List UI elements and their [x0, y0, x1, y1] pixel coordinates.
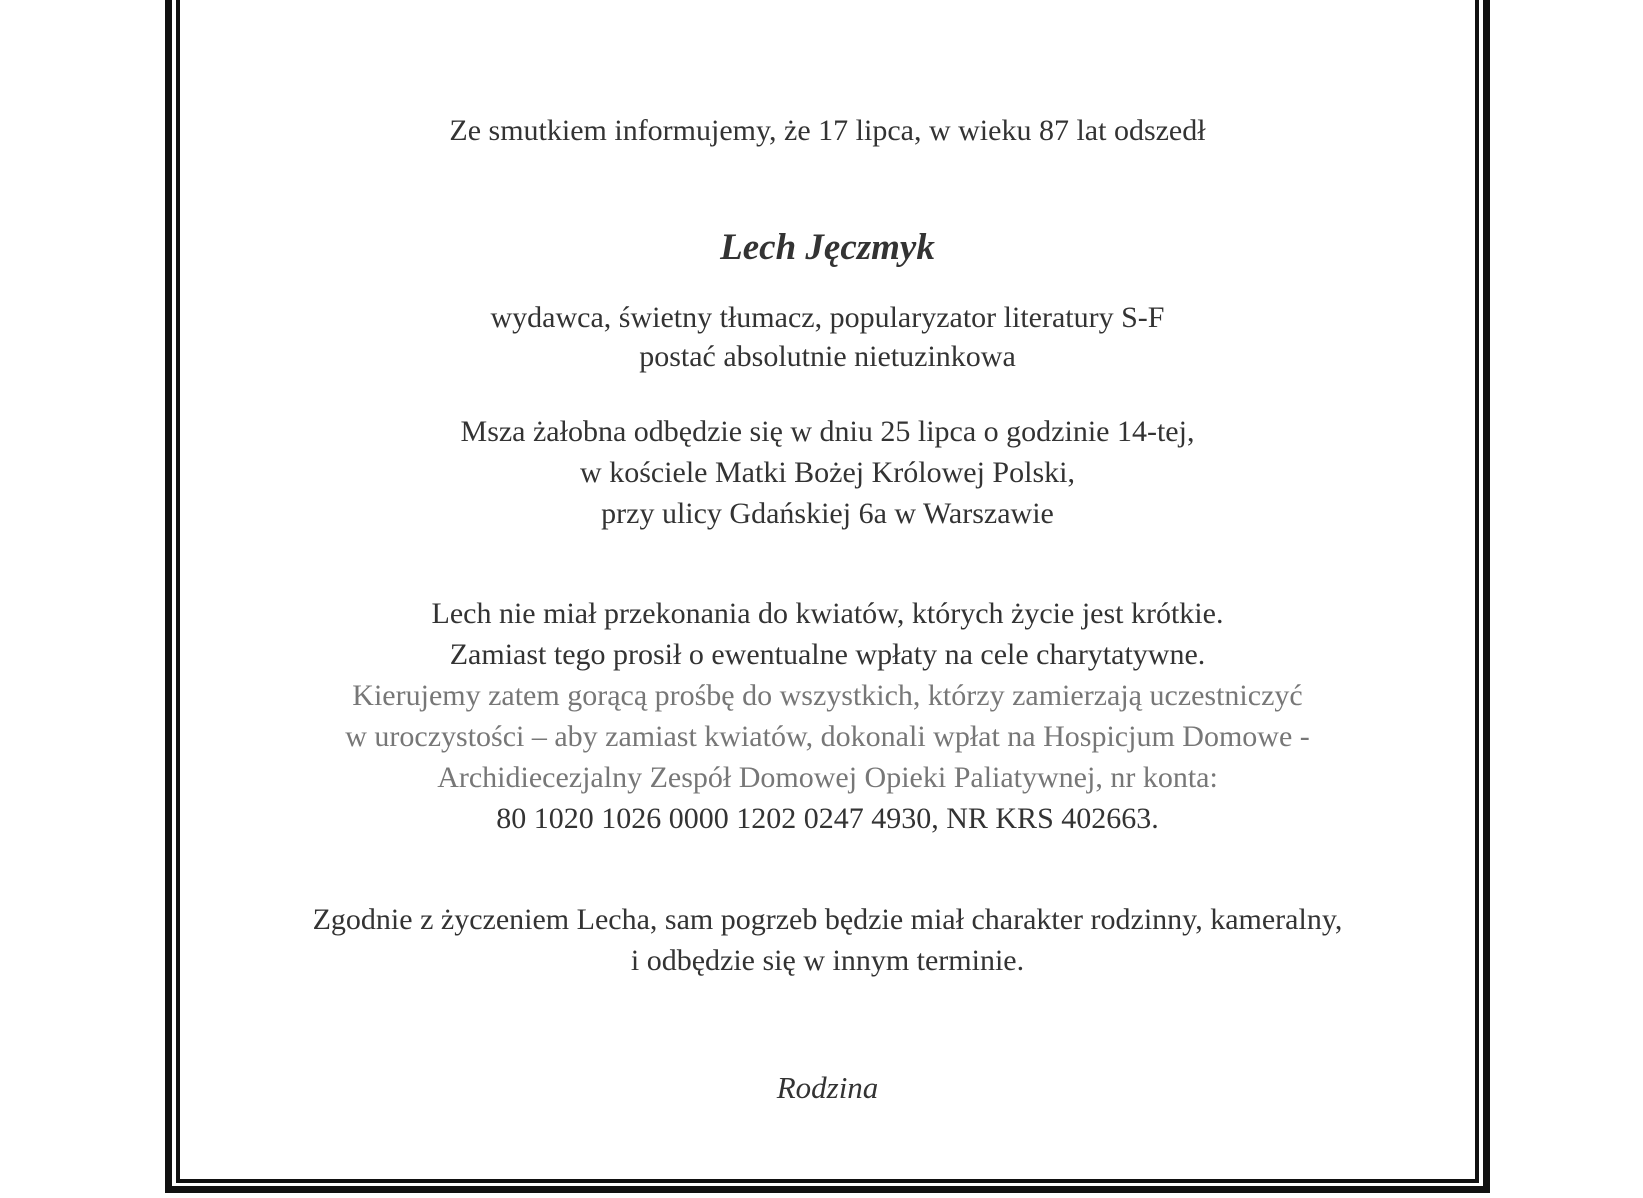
- request-line-3: Archidiecezjalny Zespół Domowej Opieki Paliatywnej, nr konta:: [437, 761, 1218, 794]
- mass-line-3: przy ulicy Gdańskiej 6a w Warszawie: [601, 497, 1054, 530]
- request-line-2: w uroczystości – aby zamiast kwiatów, dokonali wpłat na Hospicjum Domowe -: [345, 720, 1310, 753]
- funeral-line-1: Zgodnie z życzeniem Lecha, sam pogrzeb będzie miał charakter rodzinny, kameralny,: [312, 903, 1343, 936]
- account-number: 80 1020 1026 0000 1202 0247 4930, NR KRS 402663.: [496, 802, 1159, 835]
- intro-text: Ze smutkiem informujemy, że 17 lipca, w wieku 87 lat odszedł: [449, 114, 1206, 147]
- inner-border: [176, 0, 1479, 1183]
- funeral-line-2: i odbędzie się w innym terminie.: [630, 944, 1025, 977]
- signature: Rodzina: [776, 1070, 879, 1105]
- flowers-line-2: Zamiast tego prosił o ewentualne wpłaty na cele charytatywne.: [449, 638, 1206, 671]
- request-line-1: Kierujemy zatem gorącą prośbę do wszystkich, którzy zamierzają uczestniczyć: [352, 679, 1303, 712]
- description-line-1: wydawca, świetny tłumacz, popularyzator literatury S-F: [490, 301, 1165, 334]
- deceased-name: Lech Jęczmyk: [720, 227, 935, 268]
- mass-line-1: Msza żałobna odbędzie się w dniu 25 lipca o godzinie 14-tej,: [460, 415, 1195, 448]
- flowers-line-1: Lech nie miał przekonania do kwiatów, których życie jest krótkie.: [431, 597, 1224, 630]
- description-line-2: postać absolutnie nietuzinkowa: [639, 340, 1016, 373]
- mass-line-2: w kościele Matki Bożej Królowej Polski,: [580, 456, 1075, 489]
